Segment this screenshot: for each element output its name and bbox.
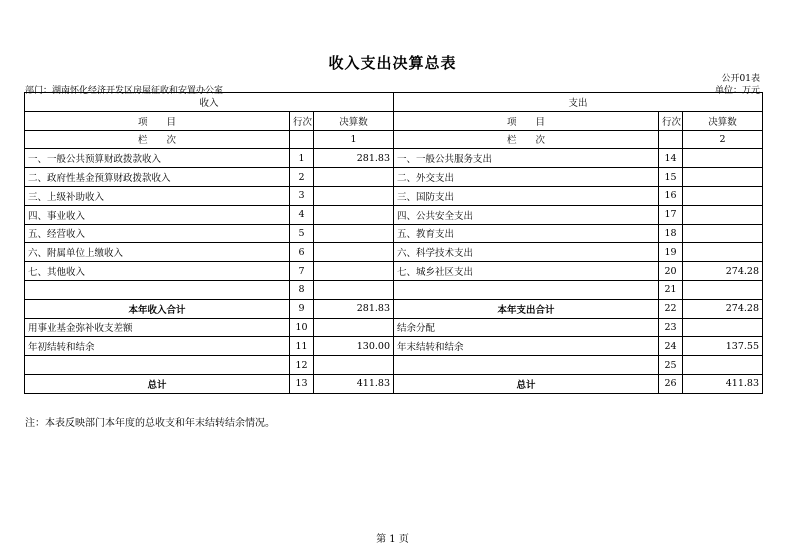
expense-item: 五、教育支出 (394, 224, 659, 243)
income-total-amount: 411.83 (314, 374, 394, 393)
expense-row-no: 24 (659, 337, 683, 356)
expense-amount (683, 280, 763, 299)
expense-item: 二、外交支出 (394, 168, 659, 187)
expense-row-no: 22 (659, 299, 683, 318)
income-expense-table (24, 92, 763, 394)
expense-subtotal-amount: 274.28 (683, 299, 763, 318)
expense-row-no: 25 (659, 356, 683, 375)
income-row-no: 4 (290, 205, 314, 224)
income-item: 一、一般公共预算财政拨款收入 (25, 149, 290, 168)
expense-item: 六、科学技术支出 (394, 243, 659, 262)
expense-item-header: 项 目 (394, 111, 659, 130)
expense-amount (683, 224, 763, 243)
expense-row-no: 19 (659, 243, 683, 262)
expense-row-no: 14 (659, 149, 683, 168)
income-amount (314, 168, 394, 187)
income-subtotal-amount: 281.83 (314, 299, 394, 318)
table-row (25, 318, 763, 337)
column-header-row (25, 111, 763, 130)
income-amount (314, 318, 394, 337)
income-row-no: 5 (290, 224, 314, 243)
unit-label: 单位：万元 (714, 86, 760, 96)
section-header-row (25, 93, 763, 112)
expense-column-number: 2 (683, 130, 763, 149)
income-section-header: 收入 (25, 93, 394, 112)
income-column-blank (290, 130, 314, 149)
income-row-no: 7 (290, 262, 314, 281)
expense-row-no: 26 (659, 374, 683, 393)
table-row (25, 280, 763, 299)
income-item-header: 项 目 (25, 111, 290, 130)
expense-item: 结余分配 (394, 318, 659, 337)
table-row (25, 262, 763, 281)
expense-amount (683, 168, 763, 187)
expense-row-no: 21 (659, 280, 683, 299)
income-column-label: 栏 次 (25, 130, 290, 149)
subtotal-row (25, 299, 763, 318)
expense-section-header: 支出 (394, 93, 763, 112)
income-amount (314, 280, 394, 299)
income-item: 用事业基金弥补收支差额 (25, 318, 290, 337)
income-row-no-header: 行次 (290, 111, 314, 130)
expense-amount (683, 149, 763, 168)
income-row-no: 12 (290, 356, 314, 375)
expense-item: 一、一般公共服务支出 (394, 149, 659, 168)
table-row (25, 243, 763, 262)
income-row-no: 2 (290, 168, 314, 187)
income-amount (314, 243, 394, 262)
report-title: 收入支出决算总表 (328, 54, 457, 72)
expense-amount: 137.55 (683, 337, 763, 356)
expense-item: 年末结转和结余 (394, 337, 659, 356)
expense-amount (683, 356, 763, 375)
expense-row-no: 15 (659, 168, 683, 187)
income-column-number: 1 (314, 130, 394, 149)
income-item: 年初结转和结余 (25, 337, 290, 356)
expense-amount (683, 318, 763, 337)
expense-item: 三、国防支出 (394, 186, 659, 205)
column-index-row (25, 130, 763, 149)
income-amount (314, 224, 394, 243)
income-row-no: 10 (290, 318, 314, 337)
income-item: 六、附属单位上缴收入 (25, 243, 290, 262)
income-item: 四、事业收入 (25, 205, 290, 224)
expense-total-amount: 411.83 (683, 374, 763, 393)
expense-row-no: 23 (659, 318, 683, 337)
income-item (25, 280, 290, 299)
income-row-no: 9 (290, 299, 314, 318)
income-amount: 281.83 (314, 149, 394, 168)
expense-item: 四、公共安全支出 (394, 205, 659, 224)
expense-item (394, 356, 659, 375)
table-row (25, 168, 763, 187)
department-label: 部门：湖南怀化经济开发区房屋征收和安置办公室 (25, 86, 224, 96)
expense-amount (683, 243, 763, 262)
income-subtotal-label: 本年收入合计 (25, 299, 290, 318)
expense-total-label: 总计 (394, 374, 659, 393)
income-row-no: 8 (290, 280, 314, 299)
expense-column-label: 栏 次 (394, 130, 659, 149)
form-code: 公开01表 (721, 74, 760, 84)
expense-amount (683, 205, 763, 224)
page-number: 第 1 页 (376, 534, 409, 545)
income-amount: 130.00 (314, 337, 394, 356)
expense-row-no-header: 行次 (659, 111, 683, 130)
table-note: 注：本表反映部门本年度的总收支和年末结转结余情况。 (25, 418, 275, 429)
income-row-no: 13 (290, 374, 314, 393)
expense-row-no: 17 (659, 205, 683, 224)
income-row-no: 1 (290, 149, 314, 168)
income-amount (314, 186, 394, 205)
income-item: 七、其他收入 (25, 262, 290, 281)
expense-row-no: 16 (659, 186, 683, 205)
table-row (25, 186, 763, 205)
income-row-no: 3 (290, 186, 314, 205)
income-total-label: 总计 (25, 374, 290, 393)
expense-column-blank (659, 130, 683, 149)
table-row (25, 224, 763, 243)
expense-item: 七、城乡社区支出 (394, 262, 659, 281)
income-item (25, 356, 290, 375)
income-amount (314, 205, 394, 224)
income-item: 五、经营收入 (25, 224, 290, 243)
expense-row-no: 20 (659, 262, 683, 281)
income-row-no: 11 (290, 337, 314, 356)
table-row (25, 337, 763, 356)
table-row (25, 356, 763, 375)
income-item: 三、上级补助收入 (25, 186, 290, 205)
income-item: 二、政府性基金预算财政拨款收入 (25, 168, 290, 187)
income-amount (314, 262, 394, 281)
table-row (25, 205, 763, 224)
table-row (25, 149, 763, 168)
expense-amount (683, 186, 763, 205)
expense-row-no: 18 (659, 224, 683, 243)
expense-amount: 274.28 (683, 262, 763, 281)
income-amount-header: 决算数 (314, 111, 394, 130)
expense-amount-header: 决算数 (683, 111, 763, 130)
expense-subtotal-label: 本年支出合计 (394, 299, 659, 318)
expense-item (394, 280, 659, 299)
income-row-no: 6 (290, 243, 314, 262)
income-amount (314, 356, 394, 375)
total-row (25, 374, 763, 393)
